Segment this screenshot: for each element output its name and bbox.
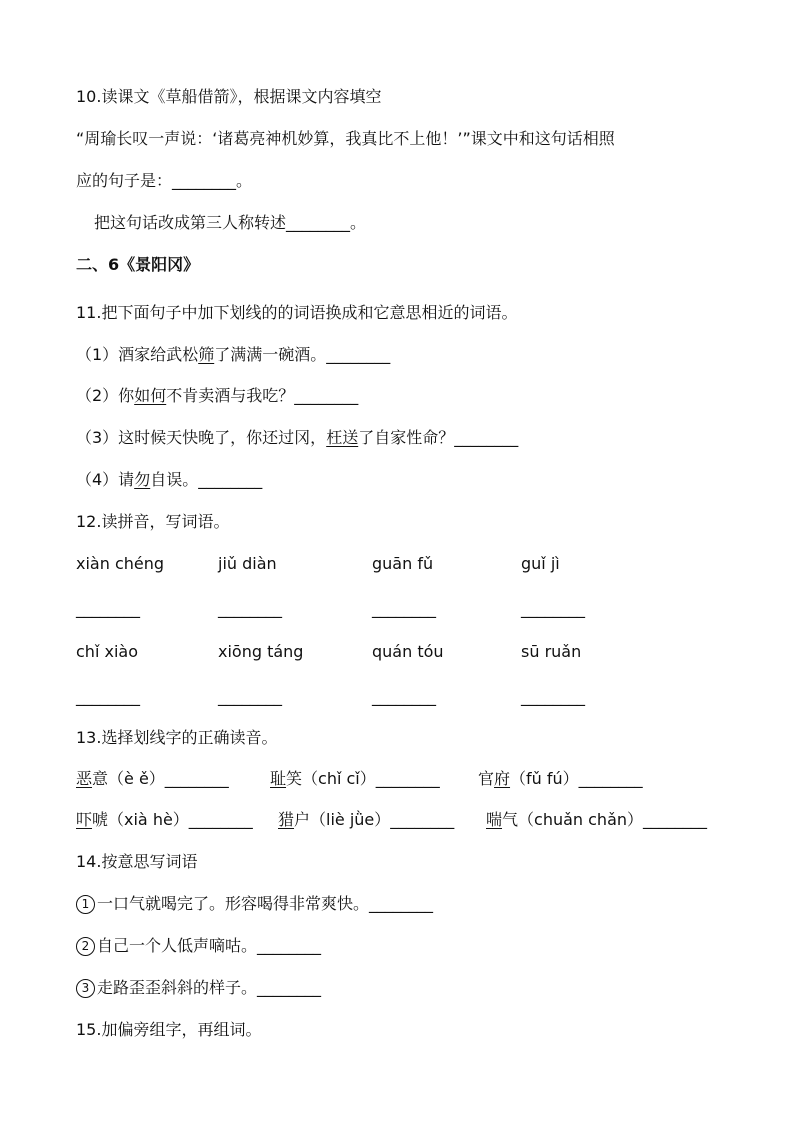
pinyin-4: guǐ jì (521, 554, 560, 573)
pinyin-2: jiǔ diàn (218, 554, 277, 573)
q14-title: 14.按意思写词语 (76, 852, 198, 871)
pinyin-8: sū ruǎn (521, 642, 582, 661)
q13-item-5 (278, 809, 454, 831)
q11-item-1-post: 了满满一碗酒。________ (214, 345, 391, 364)
q13-item-6-underlined: 喘 (486, 810, 503, 829)
pinyin-7: quán tóu (372, 642, 444, 661)
q11-item-4-underlined: 勿 (134, 470, 151, 489)
q13-item-1-underlined: 恶 (76, 769, 93, 788)
q11-item-4-post: 自误。________ (150, 470, 263, 489)
q14-item-1-text: 一口气就喝完了。形容喝得非常爽快。________ (97, 894, 434, 913)
answer-blank-8[interactable]: ________ (521, 687, 585, 706)
answer-blank-5[interactable]: ________ (76, 687, 140, 706)
q11-item-2 (76, 385, 358, 407)
q13-item-1-text: 意（è ě）________ (92, 769, 229, 788)
answer-blank-7[interactable]: ________ (372, 687, 436, 706)
circled-number-3: 3 (76, 979, 95, 998)
circled-number-1: 1 (76, 895, 95, 914)
q10-text-line2: 应的句子是：________。 (76, 171, 253, 190)
q13-item-3 (478, 768, 643, 790)
section-title: 二、6《景阳冈》 (76, 255, 200, 274)
q11-item-2-post: 不肯卖酒与我吃？________ (166, 386, 359, 405)
q11-item-3 (76, 427, 518, 449)
q14-item-2-text: 自己一个人低声嘀咕。________ (97, 936, 322, 955)
q13-title: 13.选择划线字的正确读音。 (76, 728, 278, 747)
q13-item-3-text: （fǔ fú）________ (510, 769, 643, 788)
pinyin-5: chǐ xiào (76, 642, 138, 661)
q10-text-line3: 把这句话改成第三人称转述________。 (94, 213, 367, 232)
q14-item-1 (76, 893, 433, 915)
q13-item-2 (270, 768, 440, 790)
q11-item-1-pre: （1）酒家给武松 (76, 345, 199, 364)
pinyin-6: xiōng táng (218, 642, 304, 661)
q11-item-3-underlined: 枉送 (326, 428, 359, 447)
q13-item-6-text: 气（chuǎn chǎn）________ (502, 810, 708, 829)
pinyin-3: guān fǔ (372, 554, 434, 573)
q11-item-2-underlined: 如何 (134, 386, 167, 405)
q12-title: 12.读拼音，写词语。 (76, 512, 230, 531)
q14-item-3 (76, 977, 321, 999)
answer-blank-3[interactable]: ________ (372, 599, 436, 618)
q10-text-line1: “周瑜长叹一声说：‘诸葛亮神机妙算，我真比不上他！’”课文中和这句话相照 (76, 129, 615, 148)
q11-item-1 (76, 344, 390, 366)
q11-item-3-post: 了自家性命？________ (358, 428, 519, 447)
q11-item-1-underlined: 筛 (198, 345, 215, 364)
q13-item-3-underlined: 府 (494, 769, 511, 788)
q13-item-1 (76, 768, 229, 790)
answer-blank-4[interactable]: ________ (521, 599, 585, 618)
q14-item-3-text: 走路歪歪斜斜的样子。________ (97, 978, 322, 997)
answer-blank-1[interactable]: ________ (76, 599, 140, 618)
q13-item-2-text: 笑（chǐ cǐ）________ (286, 769, 440, 788)
pinyin-1: xiàn chéng (76, 554, 165, 573)
q11-item-4-pre: （4）请 (76, 470, 135, 489)
q11-item-4 (76, 469, 262, 491)
q13-item-3-prefix: 官 (478, 769, 495, 788)
answer-blank-6[interactable]: ________ (218, 687, 282, 706)
circled-number-2: 2 (76, 937, 95, 956)
q11-title: 11.把下面句子中加下划线的的词语换成和它意思相近的词语。 (76, 303, 518, 322)
q13-item-6 (486, 809, 707, 831)
q13-item-4-text: 唬（xià hè）________ (92, 810, 253, 829)
q11-item-3-pre: （3）这时候天快晚了，你还过冈， (76, 428, 327, 447)
q11-item-2-pre: （2）你 (76, 386, 135, 405)
q13-item-5-underlined: 猎 (278, 810, 295, 829)
q10-title: 10.读课文《草船借箭》，根据课文内容填空 (76, 87, 382, 106)
q13-item-4 (76, 809, 253, 831)
q13-item-4-underlined: 吓 (76, 810, 93, 829)
q14-item-2 (76, 935, 321, 957)
q15-title: 15.加偏旁组字，再组词。 (76, 1020, 262, 1039)
q13-item-5-text: 户（liè jǜe）________ (294, 810, 455, 829)
q13-item-2-underlined: 耻 (270, 769, 287, 788)
answer-blank-2[interactable]: ________ (218, 599, 282, 618)
